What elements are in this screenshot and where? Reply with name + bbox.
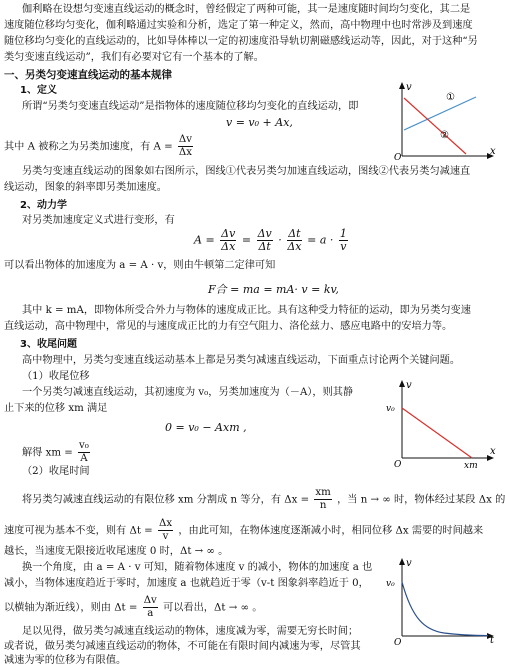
graph3-v0: v₀ <box>386 579 395 589</box>
solve-fraction <box>78 440 90 465</box>
graph1-origin: O <box>394 153 402 162</box>
dyn-frac-2 <box>257 228 273 253</box>
graph1-y-label: v <box>406 82 412 93</box>
subsection-definition: 1、定义 <box>20 85 57 96</box>
item-1-text-a: 一个另类匀减速直线运动，其初速度为 v₀，另类加速度为（－A），则其静 <box>22 387 354 398</box>
item-2-title: （2）收尾时间 <box>22 466 90 477</box>
item2-frac <box>314 487 331 512</box>
dyn-f3-den: Δx <box>287 240 302 253</box>
angle-text3b: 可以看出，Δt → ∞ 。 <box>163 602 263 614</box>
definition-text: 所谓“另类匀变速直线运动”是指物体的速度随位移均匀变化的直线运动，即 <box>22 101 359 112</box>
dyn-lhs: A = <box>194 233 215 247</box>
graph3-origin: O <box>394 638 402 646</box>
graph3-y-arrow <box>399 558 405 565</box>
item2-frac2 <box>158 518 173 543</box>
angle-frac-num: Δv <box>143 595 157 606</box>
subsection-dynamics: 2、动力学 <box>20 200 67 211</box>
solve-line <box>22 440 92 465</box>
intro-line-4: 类匀变速直线运动”，我们有必要对它有一个基本的了解。 <box>4 52 264 63</box>
item-1-title: （1）收尾位移 <box>22 371 90 382</box>
angle-frac <box>143 595 158 620</box>
graph1-x-label: x <box>490 146 496 157</box>
zero-equation: 0 = v₀ − Axm , <box>165 421 247 434</box>
dynamics-equation <box>194 228 350 253</box>
dyn-frac-1 <box>220 228 236 253</box>
item-1-text-b: 止下来的位移 xm 满足 <box>4 403 108 414</box>
another-accel-prefix: 其中 A 被称之为另类加速度，有 A = <box>4 141 173 153</box>
graph2-xm: xm <box>464 461 478 470</box>
dynamics-text: 对另类加速度定义式进行变形，有 <box>22 215 175 226</box>
graph3-x-label: t <box>490 635 495 646</box>
dyn-dot: · <box>278 233 282 247</box>
intro-line-1: 伽利略在设想匀变速直线运动的概念时，曾经假定了两种可能，其一是速度随时间均匀变化，其二是 <box>22 4 471 15</box>
accel-frac-den: Δx <box>178 147 192 158</box>
graph2-y-label: v <box>406 380 412 391</box>
item-2-text-3: 越长，当速度无限接近收尾速度 0 时，Δt → ∞ 。 <box>4 546 229 557</box>
dynamics-text-3b: 直线运动，高中物理中，常见的与速度成正比的力有空气阻力、洛伦兹力、感应电路中的安培力等。 <box>4 321 453 332</box>
solve-prefix: 解得 xm = <box>22 447 73 459</box>
force-equation: F合 = ma = mA· v = kv, <box>208 283 339 296</box>
subsection-ending: 3、收尾问题 <box>20 339 77 350</box>
dyn-f2-num: Δv <box>257 227 272 240</box>
solve-num: v₀ <box>79 440 89 451</box>
graph1-y-arrow <box>399 82 405 89</box>
conclusion-1: 足以见得，做另类匀减速直线运动的物体，速度减为零，需要无穷长时间； <box>22 626 359 637</box>
dynamics-text-3a: 其中 k = mA，即物体所受合外力与物体的速度成正比。具有这种受力特征的运动，即为另类匀变速 <box>22 305 471 316</box>
intro-line-2: 速度随位移均匀变化，伽利略通过实验和分析，选定了第一种定义，然而，高中物理中也时常涉及到速度 <box>4 20 473 31</box>
graph-2-vx <box>386 378 498 470</box>
graph2-v0: v₀ <box>386 404 395 414</box>
dyn-f1-den: Δx <box>221 240 236 253</box>
graph2-y-arrow <box>399 380 405 387</box>
graph1-label-1: ① <box>446 92 455 103</box>
dyn-mid: = a · <box>307 233 334 247</box>
definition-equation: v = v₀ + Ax, <box>226 116 293 129</box>
item2-frac2-num: Δx <box>158 518 173 529</box>
graph2-x-label: x <box>490 446 496 457</box>
item-2-text-1 <box>22 487 505 512</box>
item2-frac-num: xm <box>315 487 331 498</box>
angle-frac-den: a <box>147 608 154 619</box>
graph2-line <box>402 408 472 458</box>
section-1-title: 一、另类匀变速直线运动的基本规律 <box>4 69 172 81</box>
dyn-f4-num: 1 <box>339 227 347 240</box>
item2-text1a: 将另类匀减速直线运动的有限位移 xm 分割成 n 等分，有 Δx = <box>22 494 310 506</box>
dyn-f1-num: Δv <box>221 227 236 240</box>
accel-fraction <box>178 134 193 159</box>
intro-line-3: 随位移均匀变化的直线运动的，比如导体棒以一定的初速度沿导轨切割磁感线运动等，因此，对于这种“另 <box>4 36 478 47</box>
graph1-line-1 <box>404 97 476 130</box>
dyn-frac-4 <box>339 228 348 253</box>
graph3-y-label: v <box>406 558 412 569</box>
dyn-eq: = <box>241 233 252 247</box>
angle-text-2: 减小，当物体速度趋近于零时，加速度 a 也就趋近于零（v-t 图象斜率趋近于 0， <box>4 578 369 589</box>
graph2-origin: O <box>394 460 402 470</box>
angle-text-1: 换一个角度，由 a = A · v 可知，随着物体速度 v 的减小，物体的加速度 a 也 <box>22 562 373 573</box>
graph-3-vt <box>384 556 500 646</box>
solve-den: A <box>80 453 88 464</box>
item2-text2a: 速度可视为基本不变，则有 Δt = <box>4 525 153 537</box>
graph-1-vx <box>394 80 500 162</box>
dyn-f3-num: Δt <box>288 227 301 240</box>
item2-text1b: ，当 n → ∞ 时，物体经过某段 Δx 的 <box>337 494 505 506</box>
accel-frac-num: Δv <box>178 134 193 145</box>
dynamics-text-2: 可以看出物体的加速度为 a = A · v，则由牛顿第二定律可知 <box>4 260 276 271</box>
ending-text: 高中物理中，另类匀变速直线运动基本上都是另类匀减速直线运动，下面重点讨论两个关键问题。 <box>22 355 461 366</box>
graph-description-1: 另类匀变速直线运动的图象如右图所示，图线①代表另类匀加速直线运动，图线②代表另类匀减速直 <box>22 166 471 177</box>
item2-frac2-den: v <box>162 531 169 542</box>
another-accel-line <box>4 134 195 159</box>
conclusion-2: 或者说，做另类匀减速直线运动的物体，不可能在有限时间内减速为零，尽管其 <box>4 641 361 652</box>
graph1-label-2: ② <box>440 130 449 141</box>
angle-text3a: 以横轴为渐近线），则由 Δt = <box>4 602 138 614</box>
dyn-f2-den: Δt <box>258 240 271 253</box>
item-2-text-2 <box>4 518 483 543</box>
angle-text-3 <box>4 595 262 620</box>
graph3-decay-curve <box>402 582 488 636</box>
item2-text2b: ，由此可知，在物体速度逐渐减小时，相同位移 Δx 需要的时间越来 <box>178 525 484 537</box>
graph-description-2: 线运动，图象的斜率即另类加速度。 <box>4 182 167 193</box>
item2-frac-den: n <box>319 500 327 511</box>
dyn-f4-den: v <box>340 240 347 253</box>
dyn-frac-3 <box>287 228 301 253</box>
conclusion-3: 减速为零的位移为有限值。 <box>4 655 127 666</box>
